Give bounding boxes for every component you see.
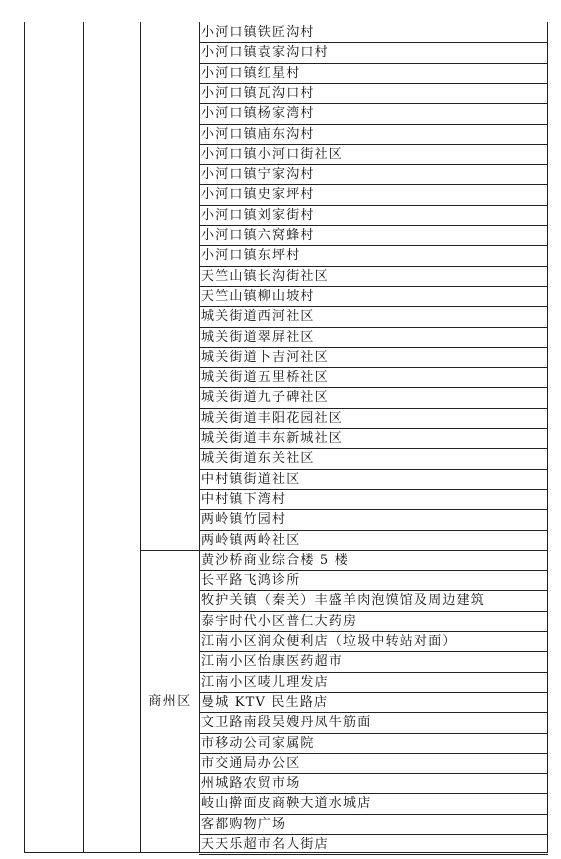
table-row: 天天乐超市名人街店	[201, 837, 329, 852]
table-row: 江南小区怡康医药超市	[201, 654, 344, 669]
table-column-line	[547, 22, 548, 852]
table-row: 小河口镇宁家沟村	[201, 167, 315, 182]
table-row: 江南小区润众便利店（垃圾中转站对面）	[201, 634, 457, 649]
table-column-line	[83, 22, 84, 852]
table-row: 小河口镇庙东沟村	[201, 127, 315, 142]
table-row: 城关街道五里桥社区	[201, 370, 329, 385]
table-row: 城关街道丰阳花园社区	[201, 411, 344, 426]
table-row: 江南小区唛儿理发店	[201, 675, 329, 690]
district-cell: 商州区	[148, 694, 192, 709]
table-row: 中村镇下湾村	[201, 492, 287, 507]
table-row: 城关街道九子碑社区	[201, 390, 329, 405]
table-row: 牧护关镇（秦关）丰盛羊肉泡馍馆及周边建筑	[201, 593, 486, 608]
table-row: 长平路飞鸿诊所	[201, 573, 301, 588]
table-row: 曼城 KTV 民生路店	[201, 695, 329, 710]
table-row: 小河口镇东坪村	[201, 248, 301, 263]
table-row: 城关街道西河社区	[201, 309, 315, 324]
table-row: 小河口镇杨家湾村	[201, 106, 315, 121]
table-row: 两岭镇竹园村	[201, 512, 287, 527]
table-row: 城关街道翠屏社区	[201, 330, 315, 345]
table-row: 两岭镇两岭社区	[201, 533, 301, 548]
table-row: 黄沙桥商业综合楼 5 楼	[201, 553, 349, 568]
table-row: 客都购物广场	[201, 817, 287, 832]
table-row: 小河口镇六窝蜂村	[201, 228, 315, 243]
table-column-line	[199, 22, 200, 852]
table-row: 中村镇街道社区	[201, 472, 301, 487]
table-row: 泰宇时代小区普仁大药房	[201, 614, 358, 629]
table-row: 小河口镇史家坪村	[201, 187, 315, 202]
table-row: 岐山擀面皮商鞅大道水城店	[201, 796, 372, 811]
table-column-line	[140, 22, 141, 852]
table-row: 小河口镇红星村	[201, 66, 301, 81]
table-row: 小河口镇铁匠沟村	[201, 25, 315, 40]
table-row: 小河口镇刘家街村	[201, 208, 315, 223]
table-row: 天竺山镇柳山坡村	[201, 289, 315, 304]
table-row: 天竺山镇长沟街社区	[201, 269, 329, 284]
table-row: 市移动公司家属院	[201, 736, 315, 751]
table-row: 小河口镇小河口街社区	[201, 147, 344, 162]
table-row: 小河口镇袁家沟口村	[201, 45, 329, 60]
table-row: 州城路农贸市场	[201, 776, 301, 791]
table-row: 文卫路南段吴嫂丹凤牛筋面	[201, 715, 372, 730]
table-column-line	[24, 22, 25, 852]
table-row: 小河口镇瓦沟口村	[201, 86, 315, 101]
table-row: 市交通局办公区	[201, 756, 301, 771]
table-row: 城关街道丰东新城社区	[201, 431, 344, 446]
table-row: 城关街道东关社区	[201, 451, 315, 466]
table-row: 城关街道卜吉河社区	[201, 350, 329, 365]
